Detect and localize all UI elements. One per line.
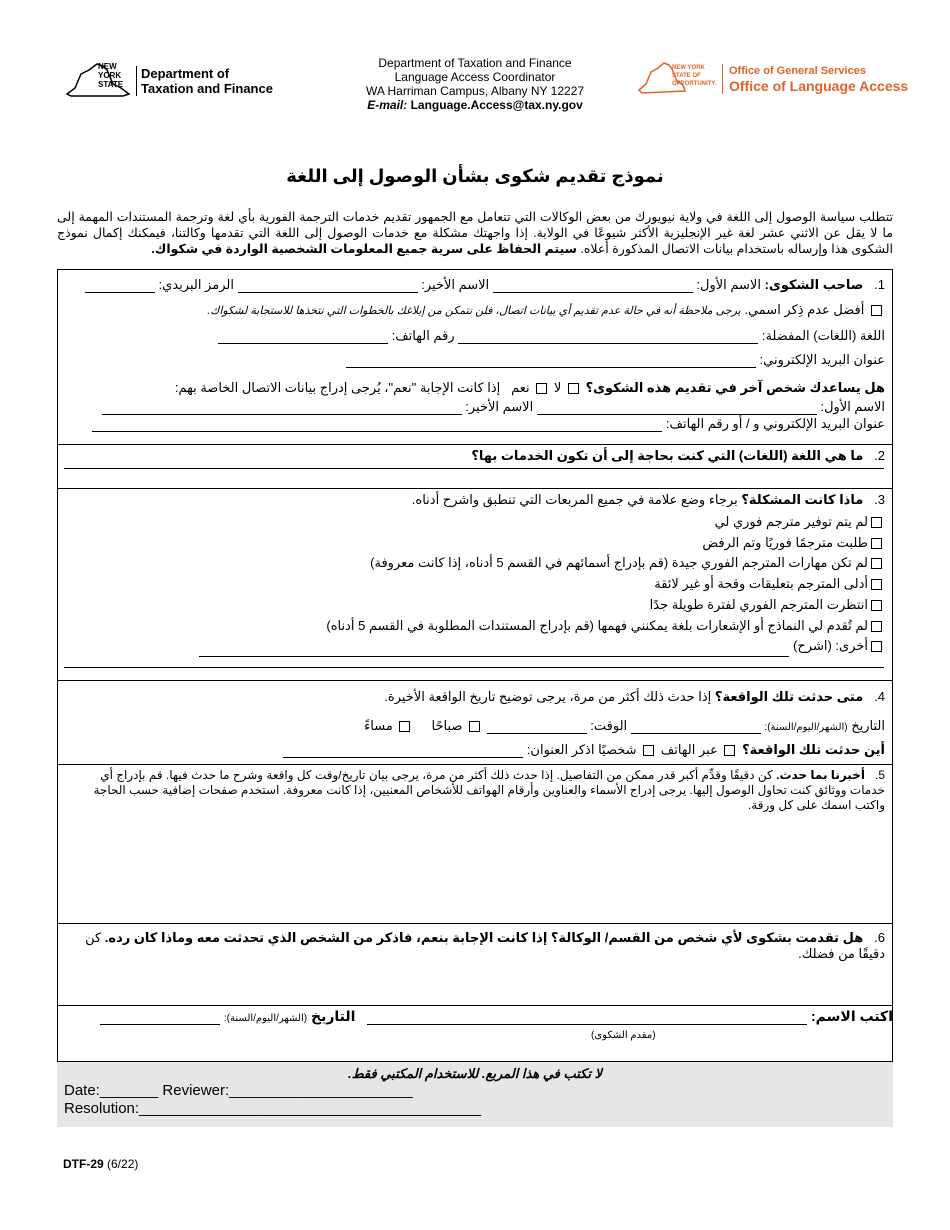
s4-pm-checkbox[interactable] [399, 721, 410, 732]
email-input[interactable] [346, 353, 756, 368]
s3-option[interactable] [70, 574, 885, 595]
s4-address-input[interactable] [283, 743, 523, 758]
s3-divider [57, 488, 893, 489]
s3-option[interactable] [70, 595, 885, 616]
last-name-label: الاسم الأخير: [421, 277, 490, 292]
first-name-label: الاسم الأول: [696, 277, 761, 292]
s1-row1 [70, 277, 885, 293]
helper-question: هل يساعدك شخص آخر في تقديم هذه الشكوى؟ [585, 380, 885, 395]
s4-pm-label: مساءً [364, 718, 393, 733]
s3-checkbox[interactable] [871, 538, 882, 549]
s3-options [70, 512, 885, 657]
s4-time-label: الوقت: [590, 718, 628, 733]
zip-input[interactable] [85, 278, 155, 293]
s5-divider [57, 764, 893, 765]
s1-helper-contact-row [70, 416, 885, 432]
helper-first-input[interactable] [537, 400, 817, 415]
s4-am-label: صباحًا [431, 718, 463, 733]
helper-no-checkbox[interactable] [568, 383, 579, 394]
s4-where-row [70, 742, 885, 758]
intro-text [57, 209, 893, 257]
helper-contact-label: عنوان البريد الإلكتروني و / أو رقم الهاتف: [665, 416, 885, 431]
office-reviewer: Reviewer:______________________ [162, 1082, 413, 1099]
s6-divider [57, 923, 893, 924]
sign-divider [57, 1005, 893, 1006]
s3-option-label: لم تكن مهارات المترجم الفوري جيدة (قم بإدراج أسمائهم في القسم 5 أدناه، إذا كانت معروفة) [370, 555, 868, 571]
s2-answer-line[interactable] [64, 468, 884, 469]
s5-text: كن دقيقًا وقدِّم أكبر قدر ممكن من التفاصيل. إذا حدث ذلك أكثر من مرة، يرجى بيان تاريخ/وقت كل واقعة وشرح ما حدث فيها. قم بإدراج أي خدمات ووثائق كنت تحاول الوصول إليها. يرجى إدراج الأسماء والعناوين وأرقام الهواتف للأشخاص المعنيين، إذا كانت معروفة. استخدم صفحات إضافية حسب الحاجة واكتب اسمك على كل ورقة. [93, 768, 885, 812]
s4-time-input[interactable] [487, 719, 587, 734]
s3-option-label: أخرى: (اشرح) [793, 638, 868, 654]
office-date: Date:_______ [64, 1082, 159, 1099]
anon-checkbox[interactable] [871, 305, 882, 316]
s4-date-format: (الشهر/اليوم/السنة): [764, 722, 848, 733]
helper-last-label: الاسم الأخير: [465, 399, 534, 414]
email-label: E-mail: [367, 98, 408, 112]
s1-helper-name-row [70, 399, 885, 415]
s4-in-person-label: شخصيًا [598, 742, 637, 757]
s1-anon-row [70, 302, 885, 318]
sign-date-label: التاريخ [311, 1008, 356, 1024]
s3-option-label: طلبت مترجمًا فوريًا وتم الرفض [702, 534, 868, 550]
s1-num: 1. [874, 277, 885, 292]
zip-label: الرمز البريدي: [158, 277, 234, 292]
center-line1: Department of Taxation and Finance [378, 56, 572, 70]
s4-in-person-checkbox[interactable] [643, 745, 654, 756]
s3-checkbox[interactable] [871, 558, 882, 569]
s4-head-row [70, 689, 885, 705]
s3-option-label: لم يتم توفير مترجم فوري لي [714, 514, 868, 529]
form-number: DTF-29 [63, 1157, 104, 1171]
sign-date-input[interactable] [100, 1010, 220, 1025]
helper-no-label: لا [553, 380, 562, 395]
s3-checkbox[interactable] [871, 579, 882, 590]
s5-question: أخبرنا بما حدث. [776, 768, 865, 782]
s3-option-label: لم تُقدم لي النماذج أو الإشعارات بلغة يمكنني فهمها (قم بإدراج المستندات المطلوبة في القسم 5 أدناه) [326, 617, 868, 633]
s4-phone-label: عبر الهاتف [660, 742, 718, 757]
s4-am-checkbox[interactable] [469, 721, 480, 732]
sign-sub: (مقدم الشكوى) [591, 1030, 656, 1041]
helper-contact-input[interactable] [92, 417, 662, 432]
s3-option[interactable] [70, 533, 885, 554]
sign-row [70, 1008, 893, 1025]
dept-line2: Taxation and Finance [141, 81, 273, 96]
dept-name [136, 66, 273, 96]
s6-num: 6. [874, 930, 885, 945]
s3-option[interactable] [70, 616, 885, 637]
s4-where-question: أين حدثت تلك الواقعة؟ [742, 742, 885, 757]
s4-question: متى حدثت تلك الواقعة؟ [714, 689, 864, 704]
helper-last-input[interactable] [102, 400, 462, 415]
s6-tail: كن دقيقًا من فضلك. [85, 930, 885, 961]
office-resolution: Resolution:_________________________________________ [64, 1100, 482, 1117]
helper-yes-checkbox[interactable] [536, 383, 547, 394]
s4-date-label: التاريخ [851, 718, 885, 733]
language-label: اللغة (اللغات) المفضلة: [761, 328, 885, 343]
s3-checkbox[interactable] [871, 517, 882, 528]
nys-logo-text: NEW YORK STATE [98, 62, 124, 89]
ogs-line1: Office of General Services [729, 65, 866, 77]
form-footer [63, 1157, 138, 1171]
helper-note: إذا كانت الإجابة "نعم"، يُرجى إدراج بيانات الاتصال الخاصة بهم: [174, 380, 501, 395]
helper-yes-label: نعم [511, 380, 530, 395]
s4-date-input[interactable] [631, 719, 761, 734]
phone-label: رقم الهاتف: [391, 328, 455, 343]
sign-date-format: (الشهر/اليوم/السنة): [223, 1013, 308, 1024]
email-link[interactable]: Language.Access@tax.ny.gov [410, 98, 583, 112]
form-revision: (6/22) [107, 1157, 139, 1171]
s3-option[interactable] [70, 553, 885, 574]
sign-name-input[interactable] [367, 1010, 807, 1025]
s3-option-other[interactable] [70, 636, 885, 657]
s3-option-label: أدلى المترجم بتعليقات وقحة أو غير لائقة [654, 576, 868, 592]
phone-input[interactable] [218, 329, 388, 344]
s5-block [90, 768, 885, 813]
s2-num: 2. [874, 448, 885, 463]
s3-checkbox[interactable] [871, 600, 882, 611]
s3-head-row [70, 492, 885, 508]
s6-question: هل تقدمت بشكوى لأي شخص من القسم/ الوكالة؟ إذا كانت الإجابة بنعم، فاذكر من الشخص الذي تحدثت معه وماذا كان رده. [104, 930, 864, 945]
page-title: نموذج تقديم شكوى بشأن الوصول إلى اللغة [286, 166, 664, 186]
s1-heading: صاحب الشكوى: [764, 277, 864, 292]
email-label-field: عنوان البريد الإلكتروني: [759, 352, 885, 367]
language-input[interactable] [458, 329, 758, 344]
s4-phone-checkbox[interactable] [724, 745, 735, 756]
header-center [320, 56, 630, 112]
center-line2: Language Access Coordinator [394, 70, 556, 84]
office-box [57, 1061, 893, 1127]
s2-divider [57, 444, 893, 445]
center-line3: WA Harriman Campus, Albany NY 12227 [365, 84, 585, 98]
s4-num: 4. [874, 689, 885, 704]
s3-option[interactable] [70, 512, 885, 533]
dept-line1: Department of [141, 66, 230, 81]
last-name-input[interactable] [238, 278, 418, 293]
s4-instruction: إذا حدث ذلك أكثر من مرة، يرجى توضيح تاريخ الواقعة الأخيرة. [384, 689, 712, 704]
s6-answer-area[interactable] [60, 950, 890, 1002]
s4-date-row [70, 718, 885, 734]
s3-instruction: برجاء وضع علامة في جميع المربعات التي تنطبق واشرح أدناه. [411, 492, 738, 507]
s3-checkbox[interactable] [871, 641, 882, 652]
s5-answer-area[interactable] [60, 820, 890, 920]
ogs-line2: Office of Language Access [729, 78, 909, 94]
intro-body: تتطلب سياسة الوصول إلى اللغة في ولاية نيويورك من بعض الوكالات التي تتعامل مع الجمهور تقديم خدمات الترجمة الفورية بأي لغة وترجمة المستندات المهمة إلى ما لا يقل عن الاثني عشر لغة غير الإنجليزية الأكثر شيوعًا في الولاية. إذا واجهتك مشكلة مع خدمات الوصول إلى اللغة التي تقدمها وكالتنا، فيمكنك إكمال نموذج الشكوى هذا وإرساله باستخدام بيانات الاتصال المذكورة أعلاه. [57, 210, 893, 256]
sign-name-label: اكتب الاسم: [811, 1008, 893, 1024]
s3-question: ماذا كانت المشكلة؟ [741, 492, 864, 507]
s2-question: ما هي اللغة (اللغات) التي كنت بحاجة إلى أن تكون الخدمات بها؟ [471, 448, 864, 463]
s5-num: 5. [874, 768, 885, 782]
s3-other-input[interactable] [199, 642, 789, 657]
s4-address-label: اذكر العنوان: [526, 742, 595, 757]
anon-label: أفضل عدم ذِكر اسمي. [744, 302, 865, 317]
s3-checkbox[interactable] [871, 621, 882, 632]
intro-bold: سيتم الحفاظ على سرية جميع المعلومات الشخصية الواردة في شكواك. [151, 242, 577, 256]
s3-explain-line[interactable] [64, 667, 884, 668]
first-name-input[interactable] [493, 278, 693, 293]
ogs-name [722, 64, 908, 94]
office-heading: لا تكتب في هذا المربع. للاستخدام المكتبي فقط. [347, 1066, 603, 1081]
s4-divider [57, 680, 893, 681]
ogs-logo-text: NEW YORK STATE OF OPPORTUNITY. [672, 65, 717, 87]
s3-num: 3. [874, 492, 885, 507]
helper-first-label: الاسم الأول: [820, 399, 885, 414]
s1-email-row [70, 352, 885, 368]
s1-helper-row [70, 380, 885, 396]
s1-lang-row [70, 328, 885, 344]
s3-option-label: انتظرت المترجم الفوري لفترة طويلة جدًا [649, 596, 868, 612]
anon-note: يرجى ملاحظة أنه في حالة عدم تقديم أي بيانات اتصال، فلن نتمكن من إبلاغك بالخطوات التي نتخذها للاستجابة لشكواك. [207, 305, 741, 317]
s2-row [70, 448, 885, 464]
office-date-row [64, 1082, 413, 1099]
